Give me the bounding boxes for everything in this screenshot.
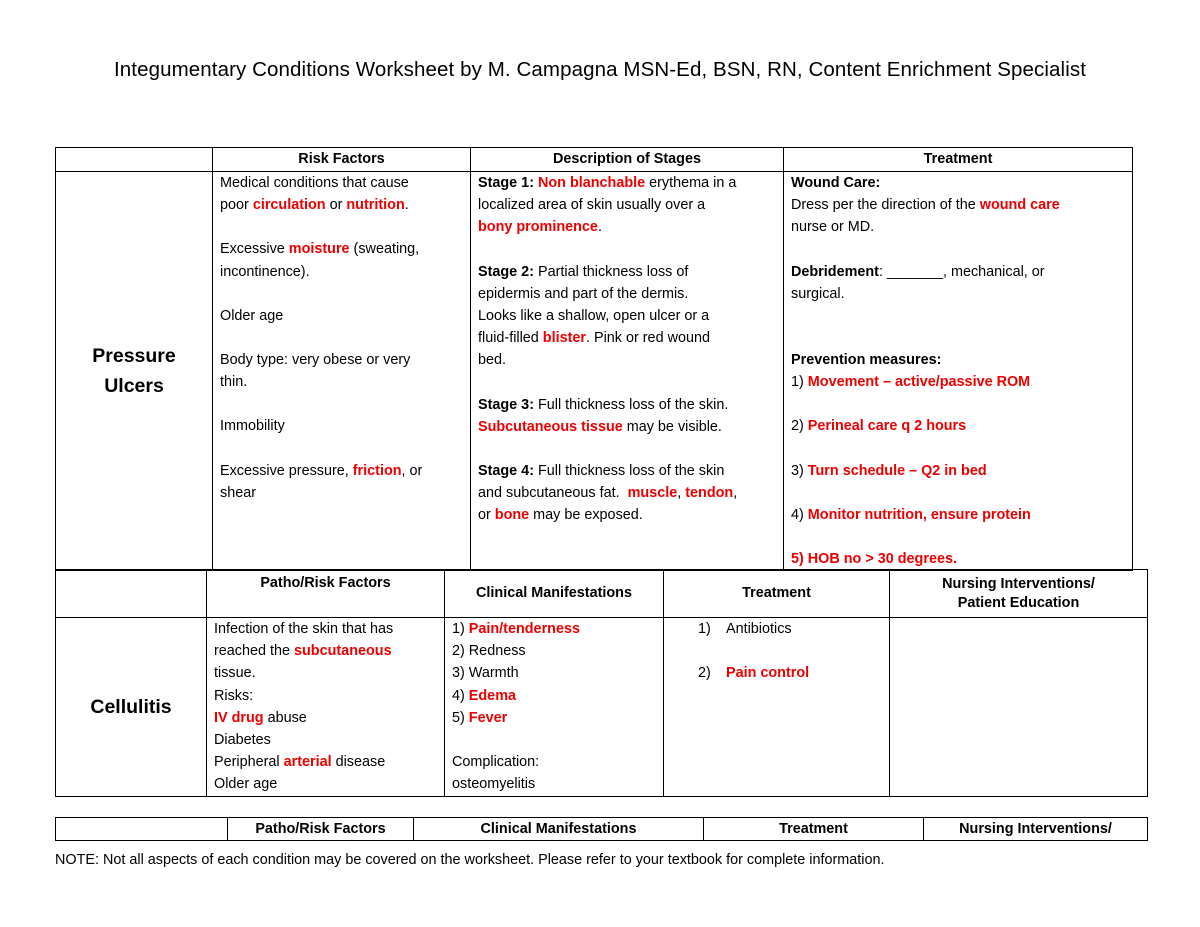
stages-cell [471,172,784,571]
complication-line: Complication: [452,754,540,771]
risk-factors-cell [213,172,471,571]
stage-2-line: Looks like a shallow, open ulcer or a [478,308,710,325]
prevention-item: 2) Perineal care q 2 hours [791,418,967,435]
cellulitis-treatment-cell [664,618,890,797]
manifestation-item: 3) Warmth [452,665,519,682]
risk-factor-line: incontinence). [220,263,310,280]
treatment-line: Debridement: _______, mechanical, or [791,263,1045,280]
patho-line: Older age [214,776,278,793]
treatment-cell [784,172,1133,571]
treatment-item: 1) Antibiotics [698,621,792,637]
manifestation-item: 2) Redness [452,643,526,660]
nursing-interventions-cell [890,618,1148,797]
manifestations-cell [445,618,664,797]
next-condition-table [55,817,1148,841]
cellulitis-content-row [56,618,1148,797]
patho-line: Peripheral arterial disease [214,754,386,771]
empty-header-cell [56,148,213,172]
treatment-header: Treatment [704,818,924,841]
patho-cell [207,618,445,797]
manifestation-item: 1) Pain/tenderness [452,621,580,637]
risk-factor-line: shear [220,484,256,501]
risk-factors-header: Risk Factors [213,148,471,172]
patho-line: IV drug abuse [214,709,307,726]
row-label-cellulitis: Cellulitis [56,618,207,797]
risk-factor-line: Excessive pressure, friction, or [220,462,423,479]
treatment-header: Treatment [664,570,890,618]
stage-2-line: bed. [478,352,507,369]
stage-1-line: localized area of skin usually over a [478,197,706,214]
stage-4-line: and subcutaneous fat. muscle, tendon, [478,485,738,502]
pressure-content-row [56,172,1133,571]
risk-factor-line: Medical conditions that cause [220,175,409,191]
patho-header: Patho/Risk Factors [207,570,445,618]
risk-factor-line: thin. [220,374,248,391]
prevention-label: Prevention measures: [791,352,942,369]
empty-header-cell [56,818,228,841]
treatment-item: 2) Pain control [698,665,810,682]
risk-factor-line: Older age [220,307,284,324]
risk-factor-line: Body type: very obese or very [220,352,411,369]
stage-4-line: or bone may be exposed. [478,507,643,524]
stage-2-line: fluid-filled blister. Pink or red wound [478,330,710,347]
nursing-header-line: Nursing Interventions/ [942,575,1095,592]
manifestations-header: Clinical Manifestations [445,570,664,618]
stage-1-line: bony prominence. [478,219,602,236]
stage-2-line: Stage 2: Partial thickness loss of [478,263,689,280]
manifestation-item: 4) Edema [452,687,516,704]
footer-note: NOTE: Not all aspects of each condition may be covered on the worksheet. Please refer to your textbook for complete information. [55,852,885,868]
treatment-header: Treatment [784,148,1133,172]
cellulitis-header-row [56,570,1148,618]
stage-1-line: Stage 1: Non blanchable erythema in a [478,175,737,191]
stage-3-line: Stage 3: Full thickness loss of the skin. [478,396,729,413]
stage-3-line: Subcutaneous tissue may be visible. [478,418,722,435]
complication-line: osteomyelitis [452,776,536,793]
next-header-row [56,818,1148,841]
pressure-header-row [56,148,1133,172]
prevention-item: 3) Turn schedule – Q2 in bed [791,462,987,479]
row-label-line: Pressure [92,345,176,368]
nursing-header: Nursing Interventions/ [924,818,1148,841]
empty-header-cell [56,570,207,618]
nursing-header-line: Patient Education [957,594,1080,611]
stages-header: Description of Stages [471,148,784,172]
pressure-ulcers-table [55,147,1133,571]
row-label-line: Ulcers [104,375,164,398]
nursing-header [890,570,1148,618]
row-label-pressure-ulcers [56,172,213,571]
page-title: Integumentary Conditions Worksheet by M. Campagna MSN-Ed, BSN, RN, Content Enrichment Specialist [114,58,1086,81]
manifestations-header: Clinical Manifestations [414,818,704,841]
prevention-item: 1) Movement – active/passive ROM [791,374,1031,391]
manifestation-item: 5) Fever [452,709,508,726]
stage-2-line: epidermis and part of the dermis. [478,285,689,302]
patho-line: tissue. [214,665,256,682]
patho-line: Infection of the skin that has [214,621,394,637]
treatment-line: nurse or MD. [791,219,875,236]
patho-line: Diabetes [214,732,271,749]
risk-factor-line: poor circulation or nutrition. [220,197,409,214]
wound-care-label: Wound Care: [791,175,881,191]
risk-factor-line: Excessive moisture (sweating, [220,241,420,258]
patho-line: reached the subcutaneous [214,643,392,660]
patho-header: Patho/Risk Factors [228,818,414,841]
patho-line: Risks: [214,687,254,704]
stage-4-line: Stage 4: Full thickness loss of the skin [478,463,725,480]
treatment-line: surgical. [791,285,845,302]
prevention-item: 5) HOB no > 30 degrees. [791,551,957,568]
risk-factor-line: Immobility [220,418,285,435]
cellulitis-table [55,569,1148,797]
treatment-line: Dress per the direction of the wound care [791,197,1060,214]
prevention-item: 4) Monitor nutrition, ensure protein [791,506,1031,523]
